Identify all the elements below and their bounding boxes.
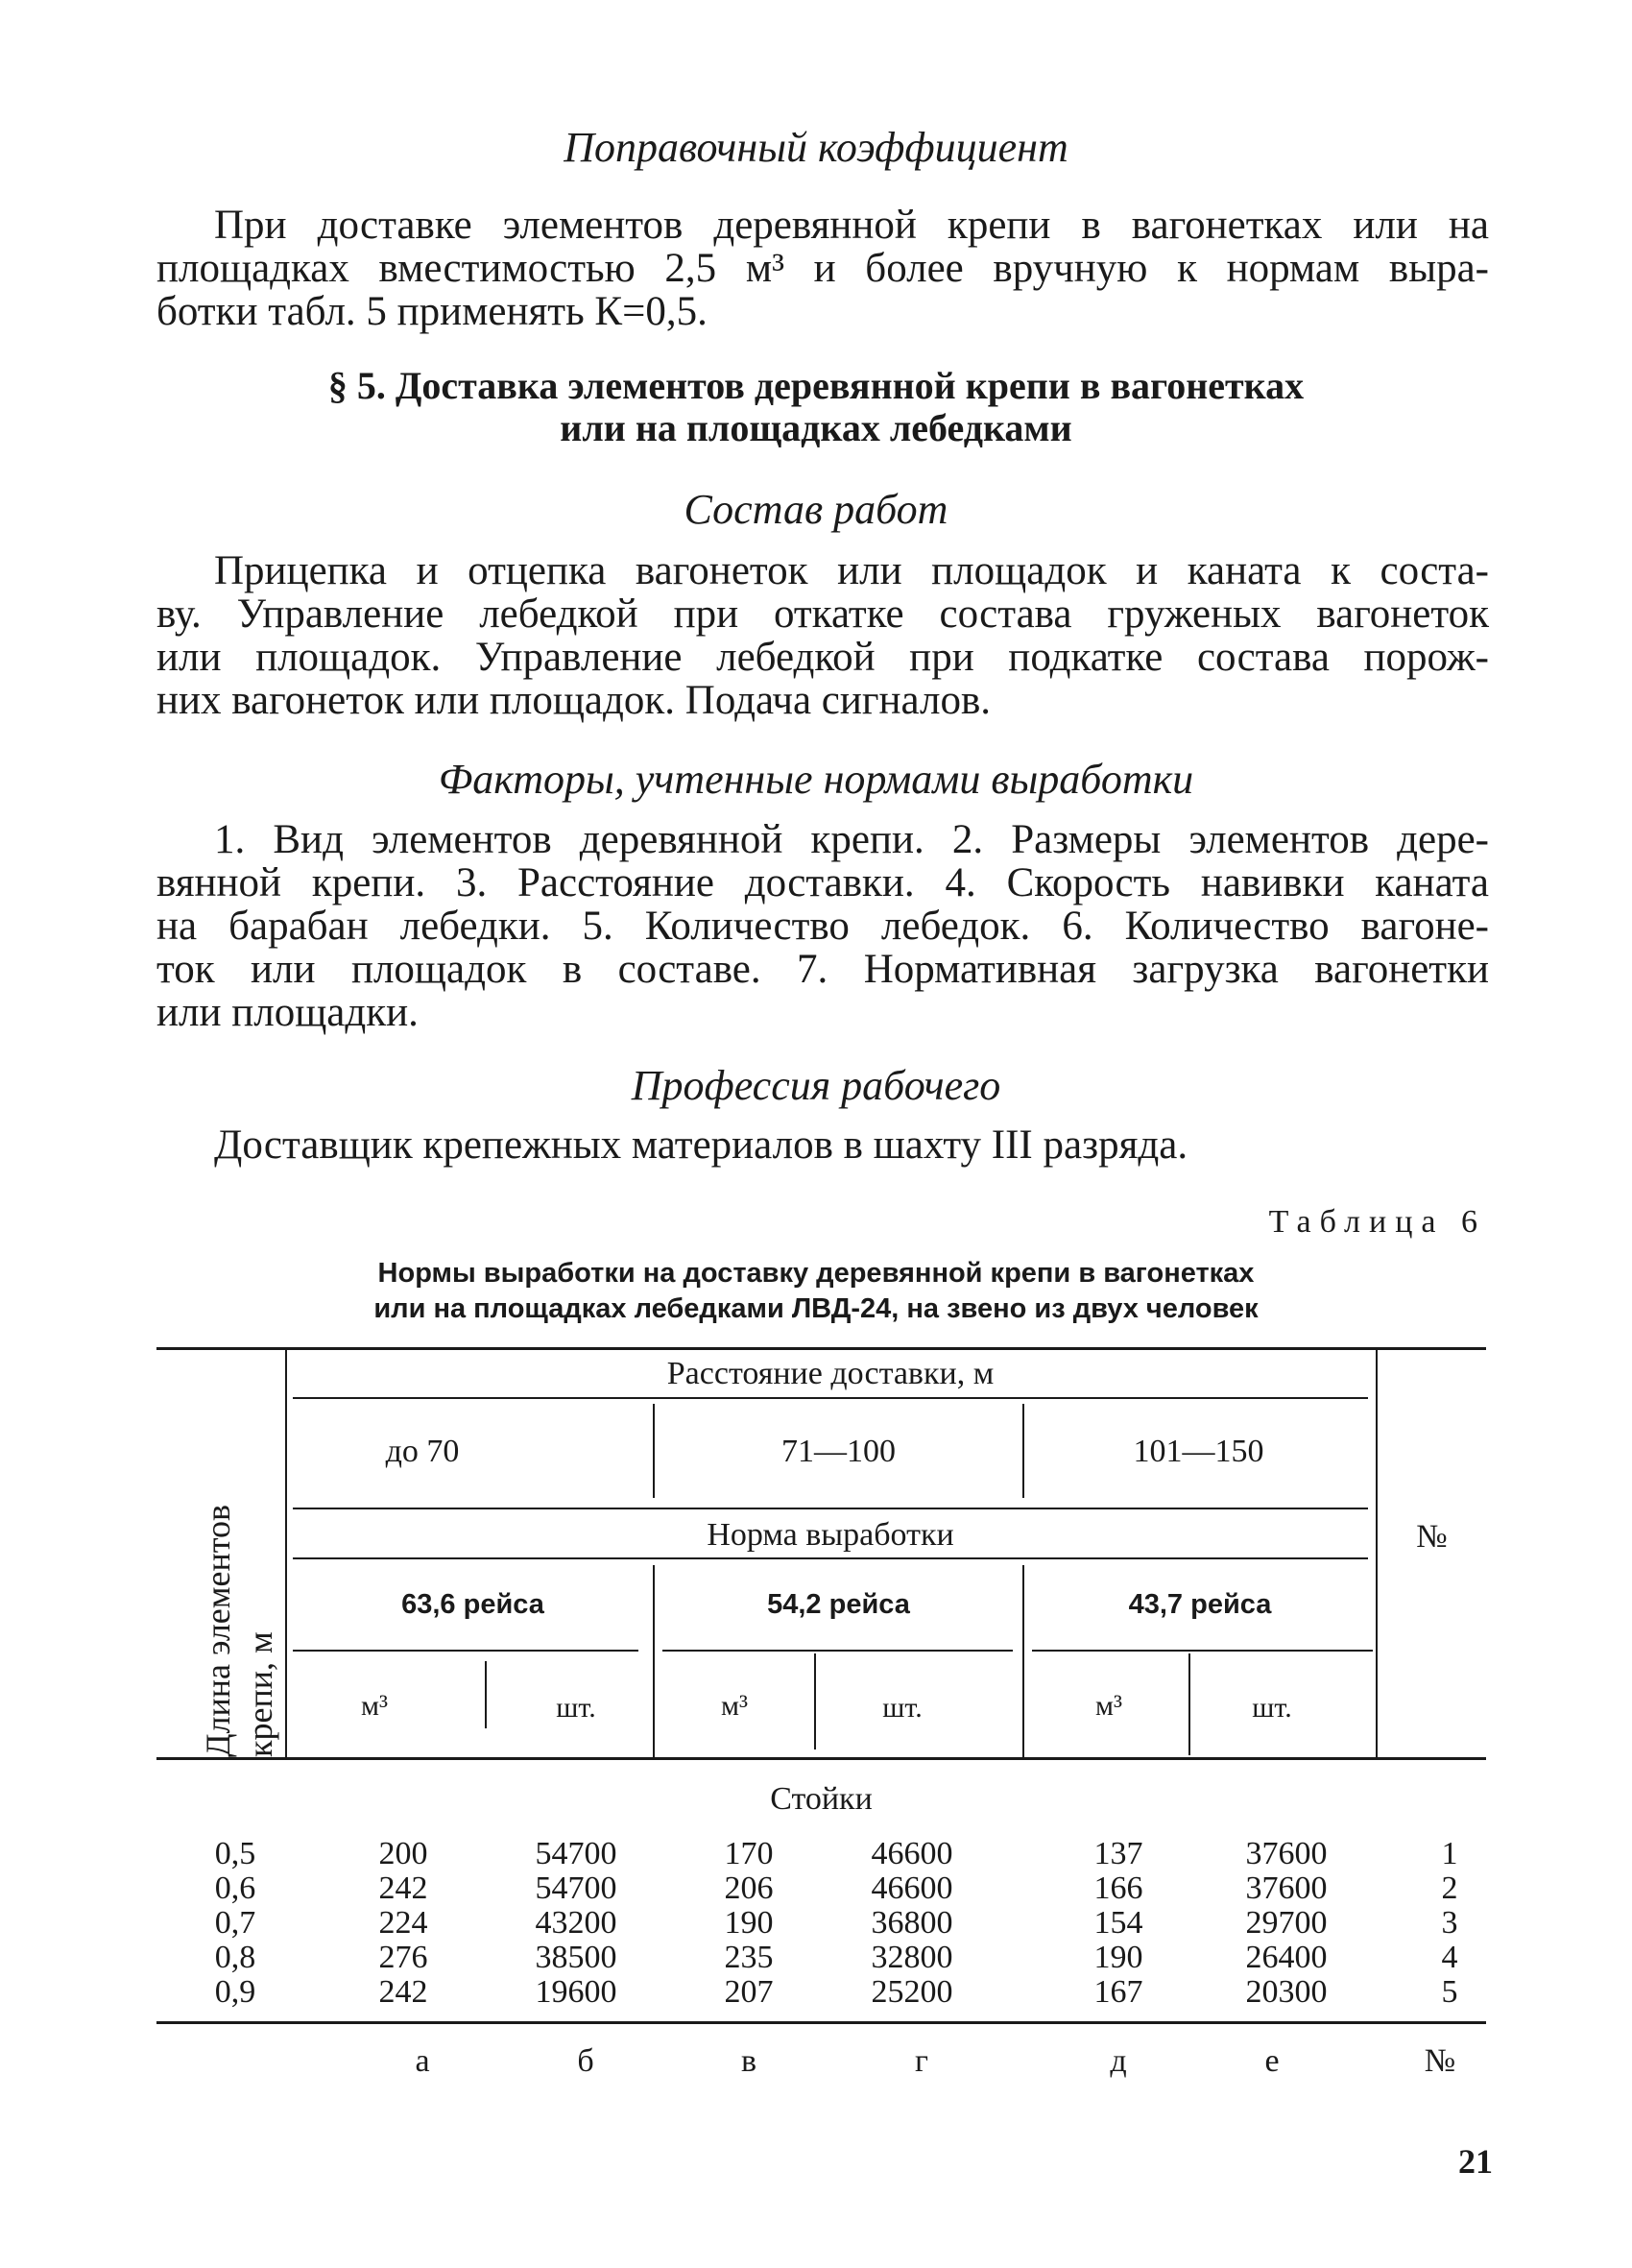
cell-g: 25200 bbox=[871, 1974, 953, 2010]
paragraph-line: 1. Вид элементов деревянной крепи. 2. Размеры элементов дере- bbox=[214, 817, 1489, 862]
cell-b: 43200 bbox=[535, 1905, 617, 1941]
section-title-line: или на площадках лебедками bbox=[560, 406, 1072, 449]
cell-e: 20300 bbox=[1245, 1974, 1328, 2010]
paragraph-correction bbox=[156, 204, 1489, 333]
cell-v: 170 bbox=[724, 1836, 774, 1871]
column-letter: б bbox=[577, 2043, 594, 2079]
heading-correction-coefficient: Поправочный коэффициент bbox=[564, 124, 1068, 171]
heading-work-composition: Состав работ bbox=[684, 486, 948, 533]
table-title bbox=[0, 1256, 1632, 1327]
cell-b: 38500 bbox=[535, 1940, 617, 1975]
cell-n: 4 bbox=[1441, 1940, 1458, 1975]
cell-b: 19600 bbox=[535, 1974, 617, 2010]
norm-header: Норма выработки bbox=[707, 1517, 954, 1553]
unit-pcs: шт. bbox=[1252, 1692, 1292, 1724]
cell-a: 242 bbox=[378, 1974, 428, 2010]
column-letter: е bbox=[1264, 2043, 1280, 2079]
cell-a: 200 bbox=[378, 1836, 428, 1871]
cell-e: 29700 bbox=[1245, 1905, 1328, 1941]
paragraph-line: или площадок. Управление лебедкой при подкатке состава порож- bbox=[156, 635, 1489, 680]
table-rule bbox=[1032, 1650, 1373, 1652]
cell-e: 26400 bbox=[1245, 1940, 1328, 1975]
paragraph-line: них вагонеток или площадок. Подача сигналов. bbox=[156, 678, 992, 723]
cell-v: 207 bbox=[724, 1974, 774, 2010]
unit-pcs: шт. bbox=[556, 1692, 596, 1724]
cell-length: 0,8 bbox=[214, 1940, 256, 1975]
paragraph-profession bbox=[156, 1123, 1489, 1167]
cell-e: 37600 bbox=[1245, 1870, 1328, 1906]
row-header-line: Длина элементов bbox=[199, 1504, 237, 1757]
column-letter: в bbox=[740, 2043, 757, 2079]
table-vline bbox=[814, 1653, 816, 1749]
cell-a: 276 bbox=[378, 1940, 428, 1975]
cell-b: 54700 bbox=[535, 1836, 617, 1871]
cell-e: 37600 bbox=[1245, 1836, 1328, 1871]
paragraph-work bbox=[156, 549, 1489, 722]
cell-n: 1 bbox=[1441, 1836, 1458, 1871]
cell-v: 190 bbox=[724, 1905, 774, 1941]
cell-length: 0,7 bbox=[214, 1905, 256, 1941]
cell-length: 0,9 bbox=[214, 1974, 256, 2010]
table-rule bbox=[293, 1650, 638, 1652]
heading-profession: Профессия рабочего bbox=[631, 1062, 1001, 1109]
row-header-label bbox=[197, 1505, 281, 1757]
cell-d: 154 bbox=[1093, 1905, 1143, 1941]
table-vline bbox=[285, 1349, 287, 1757]
cell-d: 137 bbox=[1093, 1836, 1143, 1871]
trips-col-1: 63,6 рейса bbox=[401, 1589, 544, 1620]
section-title-line: § 5. Доставка элементов деревянной крепи в вагонетках bbox=[327, 364, 1305, 407]
cell-n: 5 bbox=[1441, 1974, 1458, 2010]
table-header-rule bbox=[156, 1757, 1486, 1760]
paragraph-line: ботки табл. 5 применять К=0,5. bbox=[156, 289, 708, 334]
paragraph-line: на барабан лебедки. 5. Количество лебедок. 6. Количество вагоне- bbox=[156, 904, 1489, 949]
table-rule bbox=[293, 1397, 1368, 1399]
paragraph-line: вянной крепи. 3. Расстояние доставки. 4. Скорость навивки каната bbox=[156, 860, 1489, 905]
table-top-rule bbox=[156, 1347, 1486, 1350]
paragraph-factors bbox=[156, 818, 1489, 1034]
row-header-line: крепи, м bbox=[241, 1631, 279, 1757]
paragraph-line: ток или площадок в составе. 7. Нормативная загрузка вагонетки bbox=[156, 947, 1489, 992]
unit-m3: м³ bbox=[1095, 1690, 1122, 1722]
paragraph-line: При доставке элементов деревянной крепи в вагонетках или на bbox=[214, 203, 1489, 248]
cell-a: 224 bbox=[378, 1905, 428, 1941]
distance-header: Расстояние доставки, м bbox=[666, 1356, 995, 1391]
page-number: 21 bbox=[1458, 2142, 1493, 2181]
unit-m3: м³ bbox=[361, 1690, 388, 1722]
paragraph-line: ву. Управление лебедкой при откатке состава груженых вагонеток bbox=[156, 591, 1489, 637]
distance-col-2: 71—100 bbox=[781, 1434, 896, 1469]
section-title bbox=[0, 365, 1632, 449]
cell-d: 167 bbox=[1093, 1974, 1143, 2010]
table-rule bbox=[662, 1650, 1013, 1652]
unit-pcs: шт. bbox=[882, 1692, 923, 1724]
heading-factors: Факторы, учтенные нормами выработки bbox=[438, 756, 1194, 803]
cell-n: 3 bbox=[1441, 1905, 1458, 1941]
table-title-line: Нормы выработки на доставку деревянной крепи в вагонетках bbox=[377, 1258, 1255, 1289]
column-letter: г bbox=[915, 2043, 928, 2079]
paragraph-line: или площадки. bbox=[156, 990, 419, 1035]
number-header: № bbox=[1416, 1519, 1448, 1555]
cell-b: 54700 bbox=[535, 1870, 617, 1906]
column-letter: № bbox=[1424, 2043, 1456, 2079]
table-label: Таблица 6 bbox=[1268, 1204, 1486, 1240]
trips-col-3: 43,7 рейса bbox=[1128, 1589, 1272, 1620]
column-letter: д bbox=[1110, 2043, 1127, 2079]
cell-d: 166 bbox=[1093, 1870, 1143, 1906]
paragraph-line: площадках вместимостью 2,5 м³ и более вручную к нормам выра- bbox=[156, 246, 1489, 291]
table-bottom-rule bbox=[156, 2021, 1486, 2024]
table-rule bbox=[293, 1557, 1368, 1559]
cell-length: 0,5 bbox=[214, 1836, 256, 1871]
cell-g: 46600 bbox=[871, 1870, 953, 1906]
group-label: Стойки bbox=[770, 1781, 873, 1817]
paragraph-line: Прицепка и отцепка вагонеток или площадок и каната к соста- bbox=[214, 548, 1489, 593]
trips-col-2: 54,2 рейса bbox=[767, 1589, 910, 1620]
table-title-line: или на площадках лебедками ЛВД-24, на звено из двух человек bbox=[373, 1293, 1259, 1324]
table-vline bbox=[485, 1661, 487, 1728]
cell-d: 190 bbox=[1093, 1940, 1143, 1975]
cell-v: 206 bbox=[724, 1870, 774, 1906]
cell-v: 235 bbox=[724, 1940, 774, 1975]
table-vline bbox=[1188, 1653, 1190, 1755]
cell-g: 46600 bbox=[871, 1836, 953, 1871]
distance-col-1: до 70 bbox=[385, 1434, 460, 1469]
unit-m3: м³ bbox=[721, 1690, 748, 1722]
cell-g: 36800 bbox=[871, 1905, 953, 1941]
cell-a: 242 bbox=[378, 1870, 428, 1906]
table-rule bbox=[293, 1508, 1368, 1509]
cell-n: 2 bbox=[1441, 1870, 1458, 1906]
cell-length: 0,6 bbox=[214, 1870, 256, 1906]
distance-col-3: 101—150 bbox=[1133, 1434, 1264, 1469]
cell-g: 32800 bbox=[871, 1940, 953, 1975]
paragraph-line: Доставщик крепежных материалов в шахту III разряда. bbox=[214, 1122, 1188, 1168]
column-letter: а bbox=[415, 2043, 430, 2079]
